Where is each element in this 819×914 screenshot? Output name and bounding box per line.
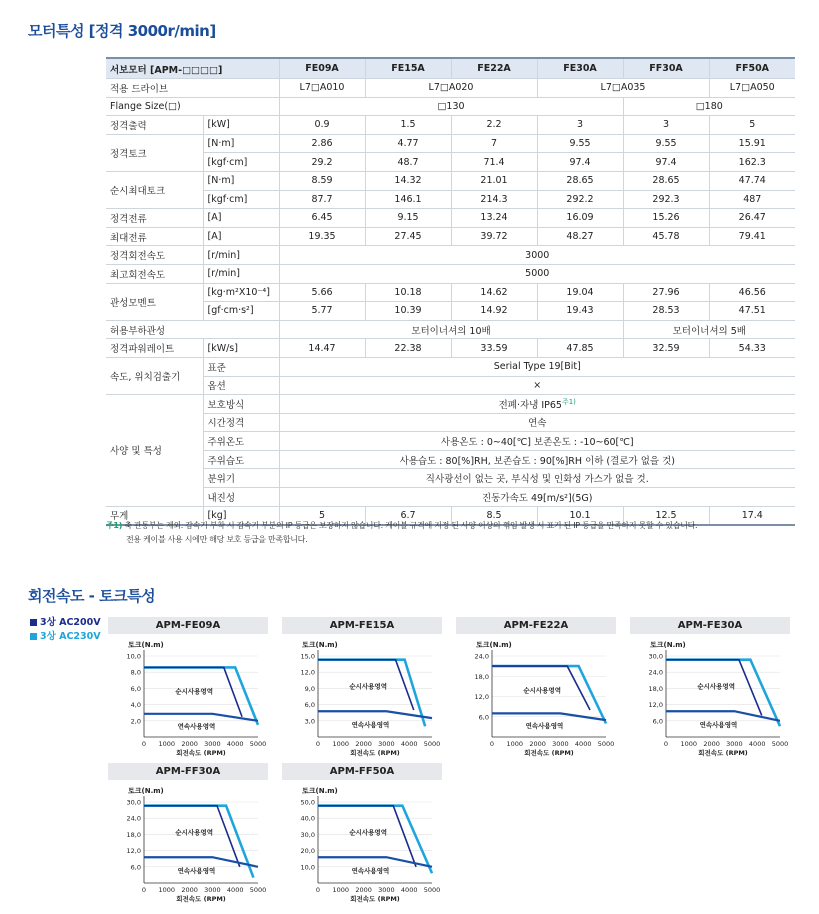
continuous-torque-line [666,711,780,721]
table-cell: 6.45 [279,209,365,228]
table-row [106,79,795,98]
table-row [106,357,795,376]
x-tick-label: 3000 [552,740,569,748]
table-cell: 5.66 [279,283,365,302]
region-label-peak: 순시사용영역 [349,682,388,691]
speed-torque-chart [282,617,442,767]
table-cell: 14.92 [451,302,537,321]
x-tick-label: 4000 [400,886,418,894]
table-cell: 27.45 [365,227,451,246]
table-cell: 97.4 [537,153,623,172]
legend-swatch-ac200v [30,619,37,626]
x-tick-label: 3000 [204,886,221,894]
chart-title: APM-FE30A [630,617,790,634]
header-model-ff50a: FF50A [709,58,795,79]
row-label: 허용부하관성 [106,320,279,339]
table-cell: 45.78 [623,227,709,246]
y-tick-label: 6,0 [130,684,141,693]
row-unit: [kg] [203,506,279,525]
table-cell: 13.24 [451,209,537,228]
table-cell: 15.91 [709,134,795,153]
table-cell: L7□A010 [279,79,365,98]
x-axis-label: 회전속도 (RPM) [176,895,226,903]
table-cell: 14.32 [365,171,451,190]
legend-swatch-ac230v [30,633,37,640]
table-cell: 46.56 [709,283,795,302]
table-cell: 9.15 [365,209,451,228]
row-unit: 시간정격 [203,413,279,432]
y-tick-label: 30,0 [300,830,315,839]
y-tick-label: 6,0 [304,701,315,710]
y-tick-label: 12,0 [126,847,141,856]
table-cell: 48.7 [365,153,451,172]
table-cell: 9.55 [623,134,709,153]
table-cell: 12.5 [623,506,709,525]
speed-torque-chart [456,617,616,767]
table-cell: 9.55 [537,134,623,153]
y-tick-label: 6,0 [652,717,663,726]
table-row [106,264,795,283]
x-axis-label: 회전속도 (RPM) [698,749,748,757]
x-tick-label: 1000 [332,886,350,894]
x-tick-label: 4000 [400,740,418,748]
continuous-torque-line [144,857,258,867]
region-label-continuous: 연속사용영역 [177,867,216,876]
row-label: Flange Size(□) [106,97,279,116]
row-unit: 표준 [203,357,279,376]
region-label-peak: 순시사용영역 [175,828,214,837]
y-axis-label: 토크(N.m) [650,641,686,649]
series-line-ac230v [318,660,425,730]
motor-spec-table [106,57,795,526]
region-label-peak: 순시사용영역 [175,687,214,696]
row-label: 최대전류 [106,227,203,246]
table-cell: 2.86 [279,134,365,153]
x-tick-label: 4000 [748,740,766,748]
row-unit: [A] [203,209,279,228]
table-cell: 16.09 [537,209,623,228]
table-cell: 10.39 [365,302,451,321]
legend-label-ac200v: 3상 AC200V [40,617,101,628]
speed-torque-chart [108,617,268,767]
region-label-peak: 순시사용영역 [349,828,388,837]
x-tick-label: 3000 [204,740,221,748]
section-title-motor-specs: 모터특성 [정격 3000r/min] [28,22,216,40]
table-cell: 사용습도 : 80[%]RH, 보존습도 : 90[%]RH 이하 (결로가 없을 것) [279,450,795,469]
footnote-mark: 주1) [106,521,123,530]
row-label: 정격토크 [106,134,203,171]
row-unit: [gf·cm·s²] [203,302,279,321]
table-cell: 4.77 [365,134,451,153]
table-cell: 214.3 [451,190,537,209]
row-label: 최고회전속도 [106,264,203,283]
table-row [106,153,795,172]
table-row [106,227,795,246]
y-axis-label: 토크(N.m) [476,641,512,649]
table-cell: 97.4 [623,153,709,172]
table-row [106,320,795,339]
table-cell: 사용온도 : 0~40[℃] 보존온도 : -10~60[℃] [279,432,795,451]
table-row [106,395,795,414]
x-tick-label: 1000 [680,740,698,748]
table-row [106,339,795,358]
table-cell: 71.4 [451,153,537,172]
x-tick-label: 2000 [529,740,546,748]
table-row [106,450,795,469]
table-row [106,376,795,395]
row-unit: 옵션 [203,376,279,395]
footnote-text-2: 전용 케이블 사용 시에만 해당 보호 등급을 만족합니다. [126,535,308,544]
table-cell: 47.85 [537,339,623,358]
region-label-continuous: 연속사용영역 [525,722,564,731]
table-cell: 5.77 [279,302,365,321]
row-label: 사양 및 특성 [106,395,203,507]
table-cell: 54.33 [709,339,795,358]
y-tick-label: 12,0 [474,693,489,701]
table-row [106,246,795,265]
y-tick-label: 12,0 [648,701,663,710]
legend-ac200v [30,614,101,628]
table-cell: 모터이너셔의 10배 [279,320,623,339]
region-label-continuous: 연속사용영역 [699,721,738,730]
table-cell: 3000 [279,246,795,265]
table-cell: 19.35 [279,227,365,246]
table-cell: 7 [451,134,537,153]
table-cell: 17.4 [709,506,795,525]
table-cell: L7□A035 [537,79,709,98]
y-axis-label: 토크(N.m) [128,641,164,649]
table-cell: 14.62 [451,283,537,302]
y-tick-label: 15,0 [300,652,315,661]
chart-title: APM-FF30A [108,763,268,780]
table-row [106,209,795,228]
x-tick-label: 5000 [597,740,615,748]
x-axis-label: 회전속도 (RPM) [176,749,226,757]
speed-torque-chart [282,763,442,913]
table-cell: 22.38 [365,339,451,358]
table-cell: 29.2 [279,153,365,172]
region-label-continuous: 연속사용영역 [351,867,390,876]
y-tick-label: 50,0 [300,798,315,807]
header-model-fe15a: FE15A [365,58,451,79]
y-tick-label: 10,0 [126,652,141,661]
table-row [106,413,795,432]
table-cell: 3 [537,116,623,135]
x-tick-label: 3000 [378,740,395,748]
region-label-continuous: 연속사용영역 [351,721,390,730]
table-cell: 28.65 [623,171,709,190]
section-title-speed-torque: 회전속도 - 토크특성 [28,587,156,605]
x-tick-label: 5000 [249,740,267,748]
x-axis-label: 회전속도 (RPM) [524,749,574,757]
chart-plot [108,780,268,913]
chart-plot [456,634,616,767]
chart-plot [108,634,268,767]
table-row [106,302,795,321]
table-cell: 87.7 [279,190,365,209]
y-tick-label: 6,0 [130,863,141,872]
table-cell: 15.26 [623,209,709,228]
x-tick-label: 2000 [181,886,198,894]
header-model-fe09a: FE09A [279,58,365,79]
row-label: 정격회전속도 [106,246,203,265]
table-row [106,469,795,488]
table-cell: 19.04 [537,283,623,302]
x-tick-label: 4000 [574,740,592,748]
y-tick-label: 18,0 [126,830,141,839]
y-tick-label: 30,0 [126,798,141,807]
table-cell: 직사광선이 없는 곳, 부식성 및 인화성 가스가 없을 것. [279,469,795,488]
y-tick-label: 3,0 [304,717,315,726]
series-line-ac230v [144,667,258,724]
table-row [106,134,795,153]
y-tick-label: 24,0 [126,814,141,823]
y-tick-label: 10,0 [300,863,315,872]
table-cell: 8.5 [451,506,537,525]
table-cell: 3 [623,116,709,135]
region-label-peak: 순시사용영역 [523,686,562,695]
y-axis-label: 토크(N.m) [302,641,338,649]
table-cell: 47.74 [709,171,795,190]
row-unit: [N·m] [203,171,279,190]
table-cell: 39.72 [451,227,537,246]
header-model-ff30a: FF30A [623,58,709,79]
row-unit: 보호방식 [203,395,279,414]
y-tick-label: 40,0 [300,814,315,823]
footnote-text-1: 축 관통부는 제외. 감속기 부착 시 감속기 부분의 IP 등급은 보장하지 않습니다. 케이블 규격에 지정 된 사양 이상의 꺾임 발생 시 표기 된 IP 등급을 만족하지 못할 수 있습니다. [124,521,698,530]
row-unit: 분위기 [203,469,279,488]
table-cell: L7□A050 [709,79,795,98]
row-unit: 내진성 [203,488,279,507]
header-model-fe30a: FE30A [537,58,623,79]
row-unit: [kW/s] [203,339,279,358]
y-tick-label: 8,0 [130,668,141,677]
row-unit: [kW] [203,116,279,135]
chart-plot [282,634,442,767]
footnote-ref: 주1) [561,397,576,406]
row-unit: [A] [203,227,279,246]
table-cell: 33.59 [451,339,537,358]
table-cell: 47.51 [709,302,795,321]
x-tick-label: 3000 [378,886,395,894]
chart-title: APM-FE15A [282,617,442,634]
region-label-peak: 순시사용영역 [697,682,736,691]
table-row [106,432,795,451]
table-row [106,97,795,116]
row-label: 관성모멘트 [106,283,203,320]
table-cell: Serial Type 19[Bit] [279,357,795,376]
table-cell: □130 [279,97,623,116]
y-axis-label: 토크(N.m) [128,787,164,795]
row-unit: [kg·m²X10⁻⁴] [203,283,279,302]
table-cell: 27.96 [623,283,709,302]
table-cell: 10.1 [537,506,623,525]
legend-label-ac230v: 3상 AC230V [40,631,101,642]
table-cell: × [279,376,795,395]
table-cell: 292.3 [623,190,709,209]
x-tick-label: 5000 [423,886,441,894]
table-cell: 5000 [279,264,795,283]
y-tick-label: 18,0 [474,672,489,681]
y-axis-label: 토크(N.m) [302,787,338,795]
x-tick-label: 1000 [332,740,350,748]
table-cell: 28.53 [623,302,709,321]
y-tick-label: 18,0 [648,684,663,693]
x-tick-label: 2000 [703,740,720,748]
x-tick-label: 0 [141,740,147,748]
x-tick-label: 0 [489,740,495,748]
x-tick-label: 3000 [726,740,743,748]
table-cell: 14.47 [279,339,365,358]
x-tick-label: 0 [315,886,321,894]
y-tick-label: 6,0 [478,713,489,722]
table-cell: 연속 [279,413,795,432]
y-tick-label: 24,0 [648,668,663,677]
row-unit: [r/min] [203,264,279,283]
x-tick-label: 2000 [355,740,372,748]
chart-title: APM-FF50A [282,763,442,780]
row-unit: [kgf·cm] [203,153,279,172]
x-axis-label: 회전속도 (RPM) [350,749,400,757]
row-unit: [kgf·cm] [203,190,279,209]
table-cell: 79.41 [709,227,795,246]
y-tick-label: 24,0 [474,652,489,661]
chart-title: APM-FE22A [456,617,616,634]
table-cell: 21.01 [451,171,537,190]
x-tick-label: 2000 [355,886,372,894]
table-cell: 32.59 [623,339,709,358]
y-tick-label: 20,0 [300,847,315,856]
legend-ac230v [30,628,101,642]
table-row [106,283,795,302]
table-cell: L7□A020 [365,79,537,98]
table-cell: 5 [279,506,365,525]
table-cell: 5 [709,116,795,135]
speed-torque-chart [108,763,268,913]
table-cell: 전폐·자냉 $IP65^{주1)}$ [279,395,795,414]
x-tick-label: 5000 [249,886,267,894]
chart-plot [282,780,442,913]
row-unit: [r/min] [203,246,279,265]
x-axis-label: 회전속도 (RPM) [350,895,400,903]
table-cell: 146.1 [365,190,451,209]
x-tick-label: 0 [663,740,669,748]
y-tick-label: 4,0 [130,701,141,710]
table-cell: 19.43 [537,302,623,321]
header-model-fe22a: FE22A [451,58,537,79]
row-label: 속도, 위치검출기 [106,357,203,394]
y-tick-label: 30,0 [648,652,663,661]
x-tick-label: 0 [141,886,147,894]
row-unit: 주위온도 [203,432,279,451]
row-label: 정격출력 [106,116,203,135]
table-header-row [106,58,795,79]
chart-plot [630,634,790,767]
x-tick-label: 5000 [423,740,441,748]
row-label: 정격전류 [106,209,203,228]
table-cell: 6.7 [365,506,451,525]
table-cell: □180 [623,97,795,116]
series-line-ac230v [492,666,606,723]
row-unit: [N·m] [203,134,279,153]
speed-torque-chart [630,617,790,767]
table-cell: 292.2 [537,190,623,209]
table-cell: 487 [709,190,795,209]
x-tick-label: 1000 [506,740,524,748]
row-label: 무게 [106,506,203,525]
table-cell: 진동가속도 49[m/s²](5G) [279,488,795,507]
row-label: 정격파워레이트 [106,339,203,358]
row-label: 순시최대토크 [106,171,203,208]
table-cell: 1.5 [365,116,451,135]
y-tick-label: 2,0 [130,717,141,726]
row-label: 적용 드라이브 [106,79,279,98]
table-row [106,171,795,190]
x-tick-label: 4000 [226,886,244,894]
chart-title: APM-FE09A [108,617,268,634]
x-tick-label: 1000 [158,740,176,748]
footnote-1 [106,520,697,531]
table-cell: 10.18 [365,283,451,302]
header-model-label: 서보모터 [APM-□□□□] [106,58,279,79]
table-cell: 8.59 [279,171,365,190]
continuous-torque-line [318,711,432,718]
table-row [106,116,795,135]
x-tick-label: 1000 [158,886,176,894]
x-tick-label: 2000 [181,740,198,748]
y-tick-label: 9,0 [304,684,315,693]
region-label-continuous: 연속사용영역 [177,722,216,731]
table-cell: 모터이너셔의 5배 [623,320,795,339]
x-tick-label: 4000 [226,740,244,748]
table-cell: 28.65 [537,171,623,190]
x-tick-label: 5000 [771,740,789,748]
table-cell: 26.47 [709,209,795,228]
y-tick-label: 12,0 [300,668,315,677]
table-cell: 162.3 [709,153,795,172]
table-cell: 2.2 [451,116,537,135]
row-unit: 주위습도 [203,450,279,469]
table-cell: 0.9 [279,116,365,135]
table-cell: 48.27 [537,227,623,246]
table-row [106,488,795,507]
table-row [106,190,795,209]
x-tick-label: 0 [315,740,321,748]
